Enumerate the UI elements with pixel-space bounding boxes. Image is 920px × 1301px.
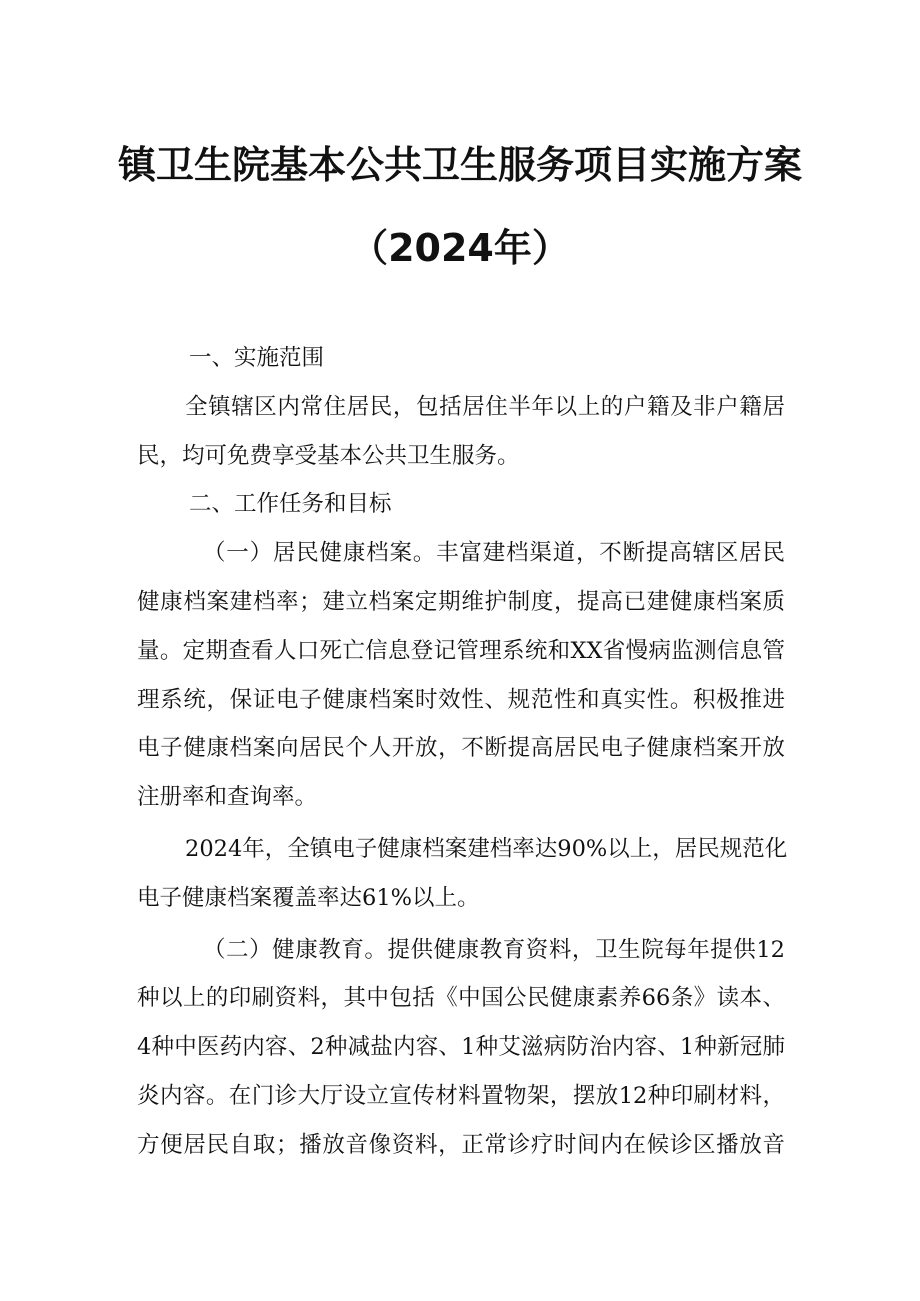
- paragraph-line: 方便居民自取；播放音像资料，正常诊疗时间内在候诊区播放音: [137, 1131, 785, 1158]
- paragraph-line: 电子健康档案覆盖率达61%以上。: [137, 884, 480, 911]
- paragraph-line: 2024年，全镇电子健康档案建档率达90%以上，居民规范化: [185, 835, 788, 862]
- paragraph-line: 炎内容。在门诊大厅设立宣传材料置物架，摆放12种印刷材料，: [137, 1082, 785, 1109]
- paragraph-line: （一）居民健康档案。丰富建档渠道，不断提高辖区居民: [203, 540, 785, 567]
- paragraph-line: 4种中医药内容、2种减盐内容、1种艾滋病防治内容、1种新冠肺: [137, 1034, 785, 1061]
- document-title: 镇卫生院基本公共卫生服务项目实施方案: [117, 143, 802, 187]
- section-heading-scope: 一、实施范围: [189, 345, 325, 371]
- document-subtitle-year: （2024年）: [350, 226, 570, 270]
- document-body: [137, 334, 788, 1170]
- paragraph-line: 量。定期查看人口死亡信息登记管理系统和XX省慢病监测信息管: [137, 637, 785, 664]
- paragraph-line: 种以上的印刷资料，其中包括《中国公民健康素养66条》读本、: [137, 985, 785, 1012]
- paragraph-line: 民，均可免费享受基本公共卫生服务。: [137, 442, 520, 469]
- paragraph-line: 电子健康档案向居民个人开放，不断提高居民电子健康档案开放: [137, 735, 785, 762]
- section-heading-tasks: 二、工作任务和目标: [189, 491, 392, 518]
- paragraph-line: 理系统，保证电子健康档案时效性、规范性和真实性。积极推进: [137, 686, 785, 713]
- paragraph-line: 注册率和查询率。: [137, 784, 318, 811]
- paragraph-line: （二）健康教育。提供健康教育资料，卫生院每年提供12: [203, 936, 785, 963]
- paragraph-line: 健康档案建档率；建立档案定期维护制度，提高已建健康档案质: [137, 588, 785, 615]
- paragraph-line: 全镇辖区内常住居民，包括居住半年以上的户籍及非户籍居: [185, 393, 785, 420]
